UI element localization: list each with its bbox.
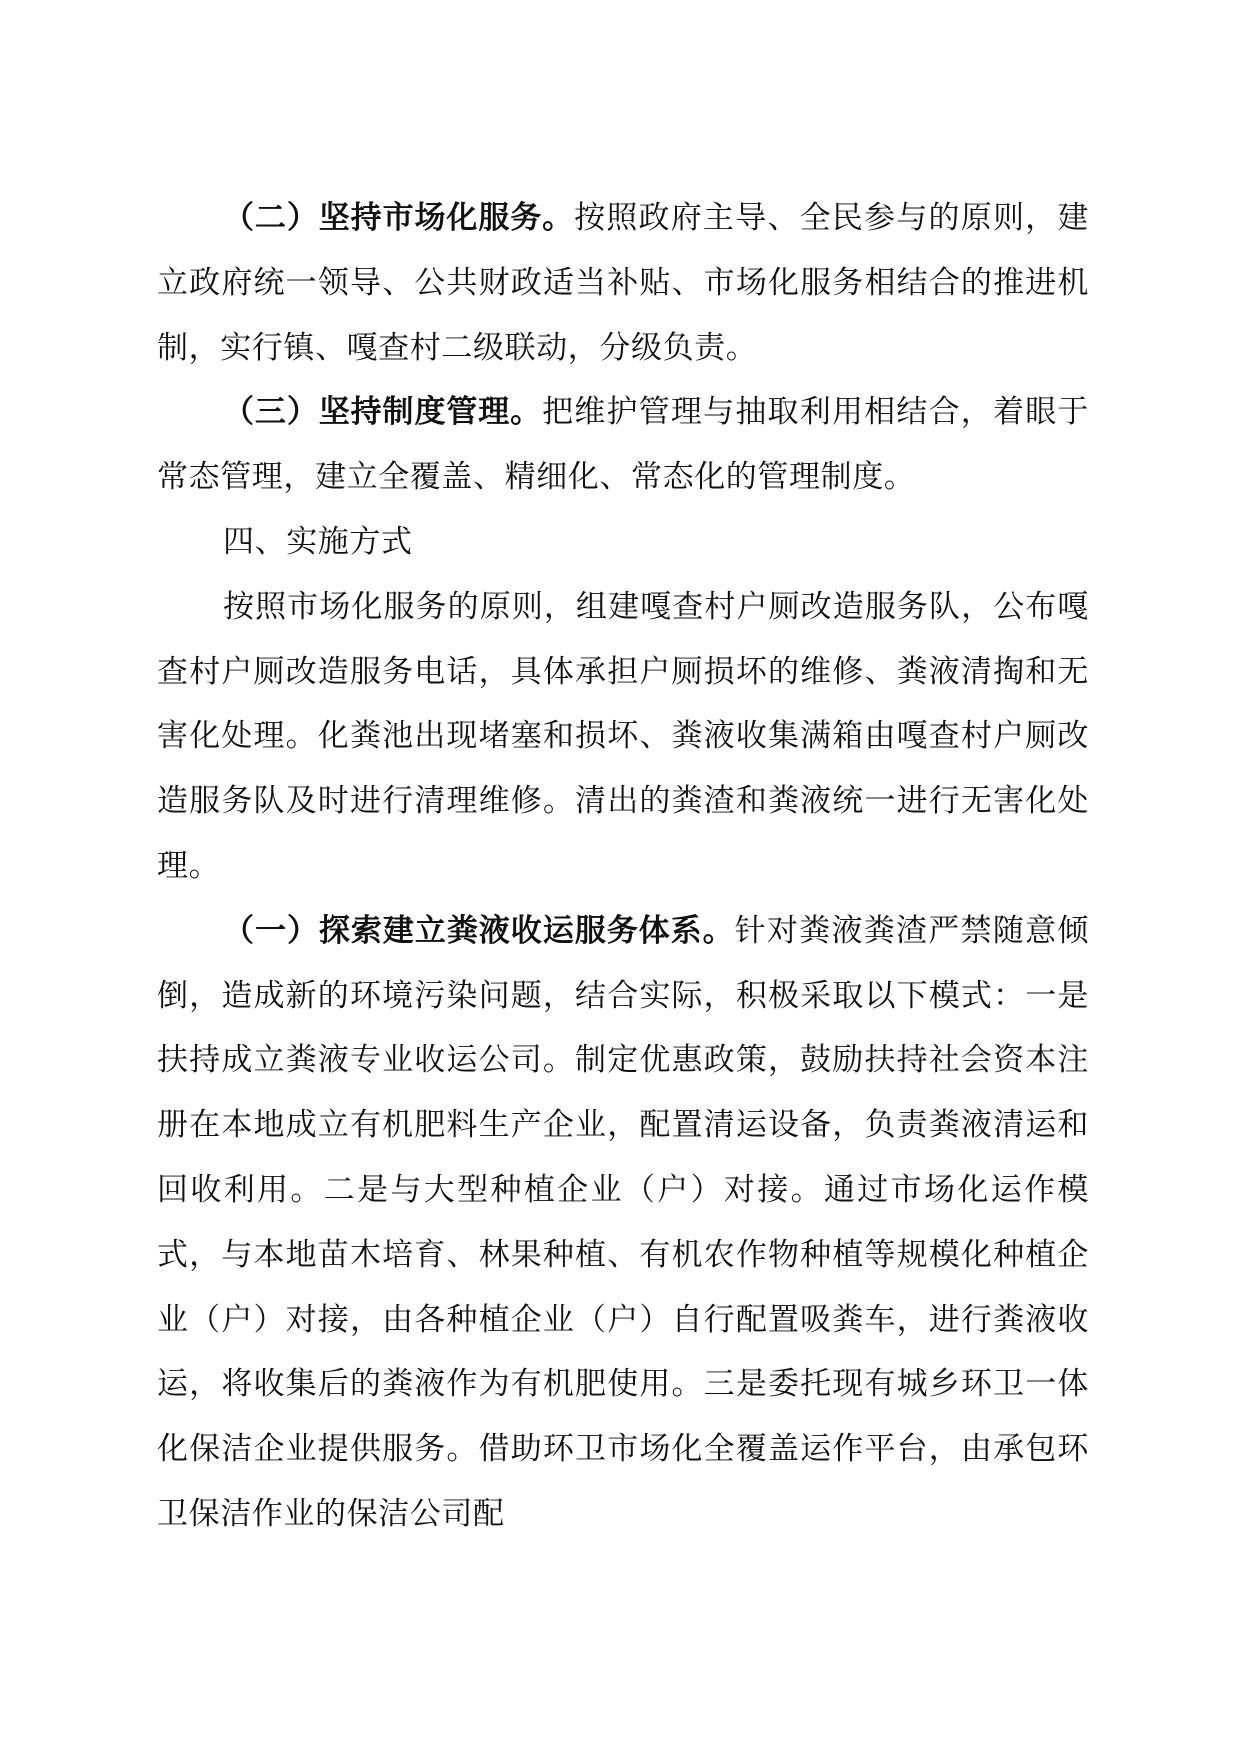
paragraph-lead-market-service: （二）坚持市场化服务。 [223, 200, 575, 236]
paragraph-lead-collection-system: （一）探索建立粪液收运服务体系。 [223, 912, 735, 949]
paragraph-text-collection-system: 针对粪液粪渣严禁随意倾倒，造成新的环境污染问题，结合实际，积极采取以下模式：一是扶持成立粪液专业收运公司。制定优惠政策，鼓励扶持社会资本注册在本地成立有机肥料生产企业，配置清运设备，负责粪液清运和回收利用。二是与大型种植企业（户）对接。通过市场化运作模式，与本地苗木培育、林果种植、有机农作物种植等规模化种植企业（户）对接，由各种植企业（户）自行配置吸粪车，进行粪液收运，将收集后的粪液作为有机肥使用。三是委托现有城乡环卫一体化保洁企业提供服务。借助环卫市场化全覆盖运作平台，由承包环卫保洁作业的保洁公司配 [157, 912, 1089, 1532]
document-body [157, 186, 1089, 1547]
paragraph-collection-system [157, 899, 1089, 1547]
paragraph-text-system-management: 把维护管理与抽取利用相结合，着眼于常态管理，建立全覆盖、精细化、常态化的管理制度。 [157, 394, 1089, 496]
paragraph-system-management [157, 380, 1089, 510]
section-heading-implementation: 四、实施方式 [223, 523, 413, 560]
paragraph-lead-system-management: （三）坚持制度管理。 [223, 394, 543, 431]
paragraph-text-implementation: 按照市场化服务的原则，组建嘎查村户厕改造服务队，公布嘎查村户厕改造服务电话，具体承担户厕损坏的维修、粪液清掏和无害化处理。化粪池出现堵塞和损坏、粪液收集满箱由嘎查村户厕改造服务队及时进行清理维修。清出的粪渣和粪液统一进行无害化处理。 [157, 588, 1089, 884]
paragraph-market-service [157, 186, 1089, 380]
paragraph-implementation-body [157, 575, 1089, 899]
paragraph-text-market-service: 按照政府主导、全民参与的原则，建立政府统一领导、公共财政适当补贴、市场化服务相结合的推进机制，实行镇、嘎查村二级联动，分级负责。 [157, 200, 1089, 366]
